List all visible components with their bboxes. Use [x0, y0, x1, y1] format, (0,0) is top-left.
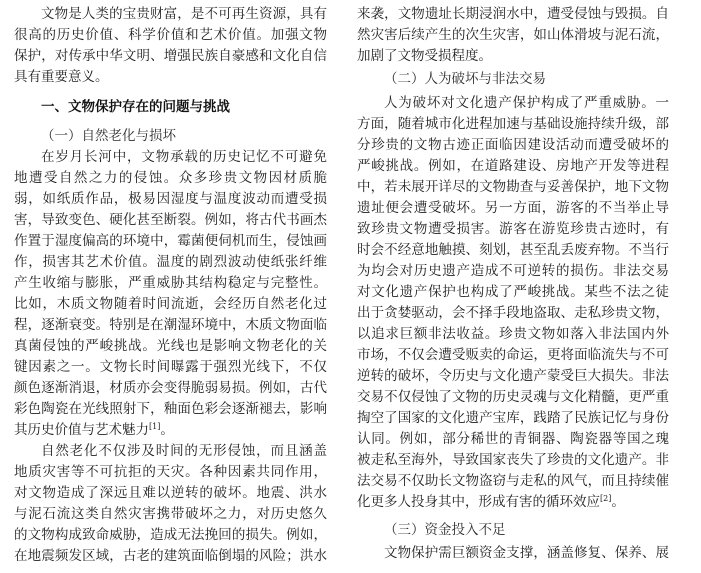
paragraph — [357, 93, 669, 513]
text-line: 分珍贵的文物古迹正面临因建设活动而遭受破坏的 — [357, 137, 669, 153]
text-line: 弱，如纸质作品，极易因湿度与温度波动而遭受损 — [14, 191, 327, 207]
text-line: 产生收缩与膨胀，严重威胁其结构稳定与完整性。 — [14, 275, 327, 291]
text-line: 在岁月长河中，文物承载的历史记忆不可避免 — [41, 149, 327, 165]
text-line: 认同。例如，部分稀世的青铜器、陶瓷器等国之瑰 — [357, 431, 669, 447]
paragraph — [14, 441, 327, 567]
text-line: 对文化遗产保护也构成了严峻挑战。某些不法之徒 — [357, 284, 669, 300]
text-line: 方面，随着城市化进程加速与基础设施持续升级，部 — [357, 116, 669, 132]
text-line: 很高的历史价值、科学价值和艺术价值。加强文物 — [14, 27, 327, 43]
text-line: 交易不仅侵蚀了文物的历史灵魂与文化精髓，更严重 — [357, 389, 669, 405]
line-text: 化更多人投身其中，形成有害的循环效应 — [357, 494, 600, 510]
text-line: 中，若未展开详尽的文物勘查与妥善保护，地下文物 — [357, 179, 669, 195]
text-line: 害，导致变色、硬化甚至断裂。例如，将古代书画杰 — [14, 212, 327, 228]
text-line: 真菌侵蚀的严峻挑战。光线也是影响文物老化的关 — [14, 338, 327, 354]
text-line: 人为破坏对文化遗产保护构成了严重威胁。一 — [384, 95, 669, 111]
text-line: 作，损害其艺术价值。温度的剧烈波动使纸张纤维 — [14, 254, 327, 270]
text-line — [357, 492, 669, 513]
text-line: 文物是人类的宝贵财富，是不可再生资源，具有 — [41, 6, 327, 22]
subsection-heading: （二）人为破坏与非法交易 — [384, 71, 546, 87]
text-line: 来袭，文物遗址长期浸润水中，遭受侵蚀与毁损。自 — [357, 6, 669, 22]
text-line: 时会不经意地触摸、刻划，甚至乱丢废弃物。不当行 — [357, 242, 669, 258]
intro-paragraph — [14, 4, 327, 88]
continued-paragraph — [357, 4, 669, 67]
text-line: 法交易不仅助长文物盗窃与走私的风气，而且持续催 — [357, 473, 669, 489]
text-line: 比如，木质文物随着时间流逝，会经历自然老化过 — [14, 296, 327, 312]
text-line: 地遭受自然之力的侵蚀。众多珍贵文物因材质脆 — [14, 170, 327, 186]
section-heading: 一、文物保护存在的问题与挑战 — [41, 99, 230, 115]
text-line: 程，逐渐衰变。特别是在潮湿环境中，木质文物面临 — [14, 317, 327, 333]
text-line: 然灾害后续产生的次生灾害，如山体滑坡与泥石流， — [357, 27, 669, 43]
text-line: 加剧了文物受损程度。 — [357, 48, 492, 64]
text-line: 对文物造成了深远且难以逆转的破坏。地震、洪水 — [14, 485, 327, 501]
text-line: 为均会对历史遗产造成不可逆转的损伤。非法交易 — [357, 263, 669, 279]
citation-ref: [1] — [149, 422, 161, 431]
text-line: 文物保护需巨额资金支撑，涵盖修复、保养、展 — [384, 545, 669, 561]
text-line: 自然老化不仅涉及时间的无形侵蚀，而且涵盖 — [41, 443, 327, 459]
text-line: 保护，对传承中华文明、增强民族自豪感和文化自信 — [14, 48, 327, 64]
line-text: 其历史价值与艺术魅力 — [14, 422, 149, 438]
line-punctuation: 。 — [160, 422, 174, 438]
right-column — [357, 4, 669, 564]
text-line: 严峻挑战。例如，在道路建设、房地产开发等进程 — [357, 158, 669, 174]
text-line: 致珍贵文物遭受损害。游客在游览珍贵古迹时，有 — [357, 221, 669, 237]
text-line: 以追求巨额非法收益。珍贵文物如落入非法国内外 — [357, 326, 669, 342]
paragraph — [14, 147, 327, 441]
subsection-heading: （一）自然老化与损坏 — [41, 128, 176, 144]
text-line: 在地震频发区域，古老的建筑面临倒塌的风险；洪水 — [14, 548, 327, 564]
left-column — [14, 4, 327, 567]
text-line: 遗址便会遭受破坏。另一方面，游客的不当举止导 — [357, 200, 669, 216]
text-line: 具有重要意义。 — [14, 69, 109, 85]
text-line: 颜色逐渐消退，材质亦会变得脆弱易损。例如，古代 — [14, 380, 327, 396]
text-line: 键因素之一。文物长时间曝露于强烈光线下，不仅 — [14, 359, 327, 375]
text-line: 被走私至海外，导致国家丧失了珍贵的文化遗产。非 — [357, 452, 669, 468]
line-punctuation: 。 — [611, 494, 625, 510]
text-line: 逆转的破坏，令历史与文化遗产蒙受巨大损失。非法 — [357, 368, 669, 384]
text-line: 与泥石流这类自然灾害携带破坏之力，对历史悠久 — [14, 506, 327, 522]
text-line: 的文物构成致命威胁，造成无法挽回的损失。例如， — [14, 527, 327, 543]
text-line: 掏空了国家的文化遗产宝库，践踏了民族记忆与身份 — [357, 410, 669, 426]
text-line: 彩色陶瓷在光线照射下，釉面色彩会逐渐褪去，影响 — [14, 401, 327, 417]
text-line: 地质灾害等不可抗拒的天灾。各种因素共同作用， — [14, 464, 327, 480]
text-line — [14, 420, 327, 441]
text-line: 市场，不仅会遭受贩卖的命运，更将面临流失与不可 — [357, 347, 669, 363]
paragraph — [357, 543, 669, 564]
citation-ref: [2] — [600, 494, 612, 503]
text-line: 出于贪婪驱动，会不择手段地盗取、走私珍贵文物， — [357, 305, 669, 321]
subsection-heading: （三）资金投入不足 — [384, 522, 506, 538]
text-line: 作置于湿度偏高的环境中，霉菌便伺机而生，侵蚀画 — [14, 233, 327, 249]
